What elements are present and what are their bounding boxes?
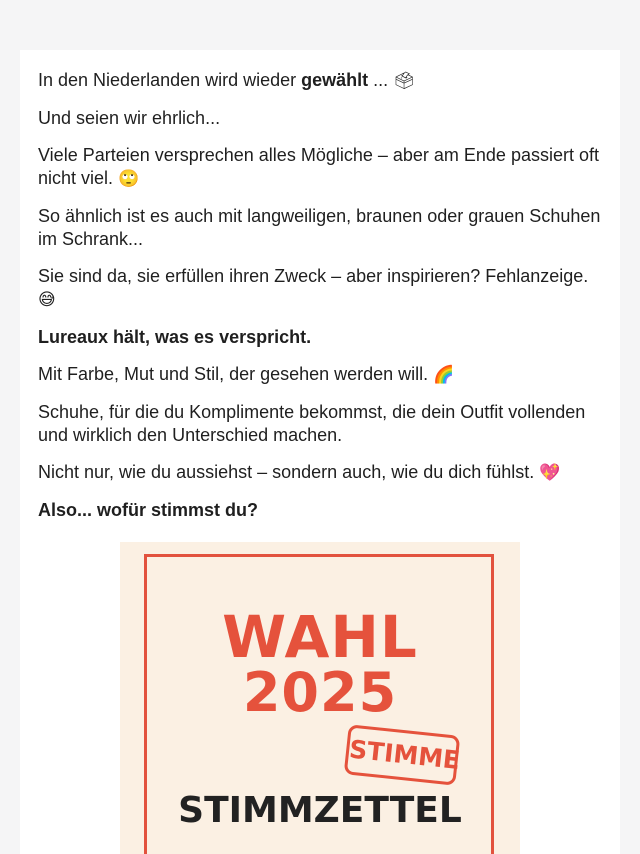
intro-ellipsis: ... [368,70,394,90]
paragraph-parties [38,144,602,191]
paragraph-feel [38,461,602,485]
feel-text: Nicht nur, wie du aussiehst – sondern auch, wie du dich fühlst. [38,462,540,482]
paragraph-compliments: Schuhe, für die du Komplimente bekommst, die dein Outfit vollenden und wirklich den Unterschied machen. [38,402,586,445]
paragraph-question: Also... wofür stimmst du? [38,500,259,520]
ballot-box-emoji-icon: 🗳 [393,71,415,91]
paragraph-honest: Und seien wir ehrlich... [38,108,221,128]
ballot-title-year: 2025 [242,661,398,724]
intro-text: In den Niederlanden wird wieder [38,70,302,90]
color-style-text: Mit Farbe, Mut und Stil, der gesehen werden will. [38,364,434,384]
paragraph-brand-promise: Lureaux hält, was es verspricht. [38,327,312,347]
parties-text: Viele Parteien versprechen alles Mögliche – aber am Ende passiert oft nicht viel. [38,145,599,188]
intro-bold-word: gewählt [301,70,369,90]
no-inspiration-text: Sie sind da, sie erfüllen ihren Zweck – aber inspirieren? Fehlanzeige. [38,266,589,286]
paragraph-color-style [38,363,602,387]
paragraph-no-inspiration [38,265,602,312]
grin-sweat-emoji-icon: 😅 [38,290,56,310]
paragraph-shoes-boring: So ähnlich ist es auch mit langweiligen, braunen oder grauen Schuhen im Schrank... [38,206,601,249]
heart-emoji-icon: 💖 [539,463,561,483]
eye-roll-emoji-icon: 🙄 [118,169,140,189]
ballot-image[interactable] [120,542,520,854]
ballot-subtitle: STIMMZETTEL [178,790,462,831]
ballot-title-wahl: WAHL [222,603,418,671]
paragraph-intro [38,69,602,93]
rainbow-emoji-icon: 🌈 [433,365,455,385]
email-body [20,50,620,854]
stimme-stamp: STIMME [344,724,461,785]
